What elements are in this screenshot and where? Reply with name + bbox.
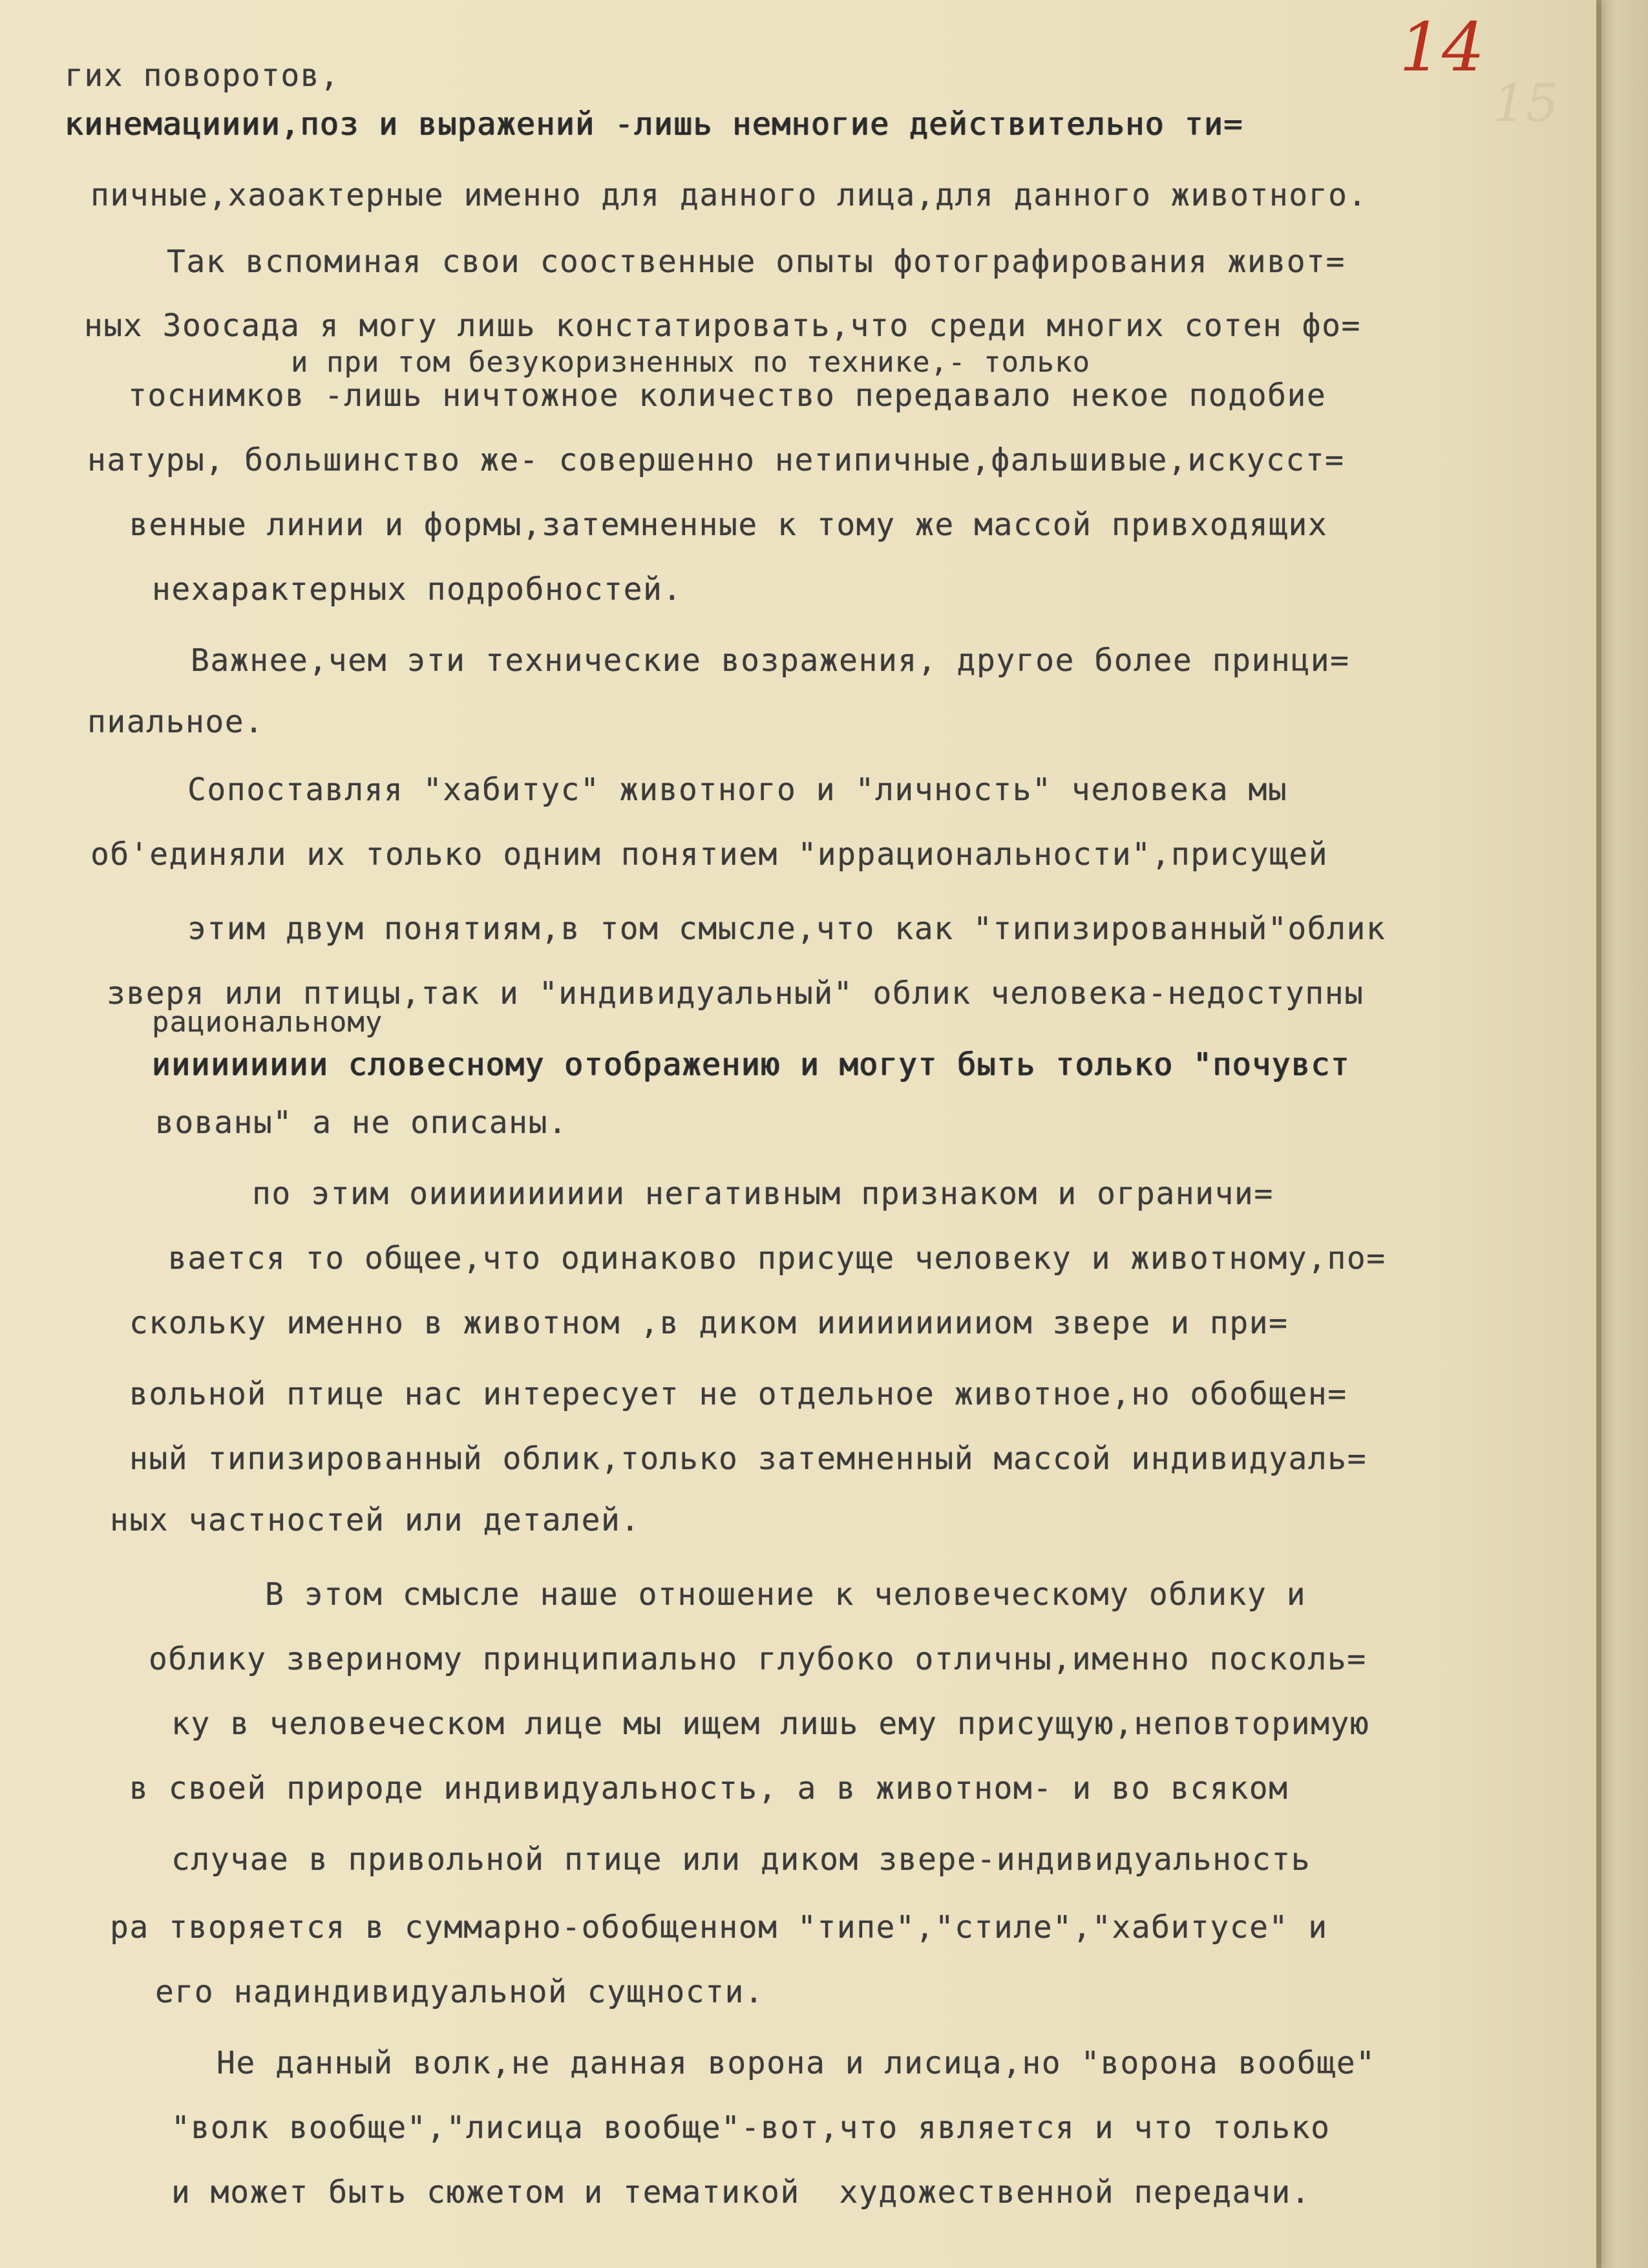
bleed-through-folio: 15 xyxy=(1493,73,1559,133)
text-line: в своей природе индивидуальность, а в животном- и во всяком xyxy=(129,1770,1289,1807)
interlinear-insertion: рациональному xyxy=(152,1006,383,1039)
folio-number: 14 xyxy=(1399,8,1485,87)
text-line: ных частностей или деталей. xyxy=(110,1502,640,1538)
interlinear-insertion: и при том безукоризненных по технике,- только xyxy=(291,346,1091,379)
text-line: облику звериному принципиально глубоко отличны,именно посколь= xyxy=(149,1641,1367,1677)
text-line: и может быть сюжетом и тематикой художественной передачи. xyxy=(171,2174,1311,2210)
text-line: "волк вообще","лисица вообще"-вот,что является и что только xyxy=(171,2110,1331,2146)
text-line: ку в человеческом лице мы ищем лишь ему присущую,неповторимую xyxy=(171,1706,1370,1742)
text-line: по этим оииииииииии негативным признаком и ограничи= xyxy=(252,1176,1274,1212)
text-line: его надиндивидуальной сущности. xyxy=(155,1974,765,2010)
text-line: вованы" а не описаны. xyxy=(155,1105,568,1141)
text-line: скольку именно в животном ,в диком иииииииииом звере и при= xyxy=(129,1305,1289,1341)
text-line: тоснимков -лишь ничтожное количество передавало некое подобие xyxy=(128,377,1327,414)
text-line: венные линии и формы,затемненные к тому же массой привходящих xyxy=(129,507,1328,543)
text-line: об'единяли их только одним понятием "иррациональности",присущей xyxy=(90,836,1329,873)
text-line: Сопоставляя "хабитус" животного и "личность" человека мы xyxy=(187,772,1288,808)
text-line: зверя или птицы,так и "индивидуальный" облик человека-недоступны xyxy=(107,975,1364,1012)
text-line: натуры, большинство же- совершенно нетипичные,фальшивые,искусст= xyxy=(87,442,1345,478)
text-line: Не данный волк,не данная ворона и лисица,но "ворона вообще" xyxy=(217,2045,1376,2081)
text-line: иииииииии словесному отображению и могут быть только "почувст xyxy=(152,1046,1351,1083)
text-line: ра творяется в суммарно-обобщенном "типе","стиле","хабитусе" и xyxy=(110,1909,1328,1945)
text-line: вается то общее,что одинаково присуще человеку и животному,по= xyxy=(168,1240,1386,1277)
text-line: вольной птице нас интересует не отдельное животное,но обобщен= xyxy=(129,1376,1347,1412)
text-line: пичные,хаоактерные именно для данного лица,для данного животного. xyxy=(90,177,1368,213)
text-line: нехарактерных подробностей. xyxy=(152,571,682,608)
underlying-page-edge xyxy=(1596,0,1648,2268)
page-edge-shadow xyxy=(1596,0,1601,2268)
text-line: ных Зоосада я могу лишь констатировать,что среди многих сотен фо= xyxy=(84,308,1361,344)
text-line: пиальное. xyxy=(87,704,264,740)
text-line: гих поворотов, xyxy=(65,58,340,94)
text-line: случае в привольной птице или диком звере-индивидуальность xyxy=(171,1841,1311,1878)
text-line: кинемацииии,поз и выражений -лишь немногие действительно ти= xyxy=(65,106,1243,142)
text-line: В этом смысле наше отношение к человеческому облику и xyxy=(265,1576,1307,1613)
text-line: этим двум понятиям,в том смысле,что как "типизированный"облик xyxy=(187,911,1386,947)
text-line: ный типизированный облик,только затемненный массой индивидуаль= xyxy=(129,1441,1368,1477)
text-line: Так вспоминая свои сооственные опыты фотографирования живот= xyxy=(167,244,1346,280)
text-line: Важнее,чем эти технические возражения, другое более принци= xyxy=(191,642,1350,679)
